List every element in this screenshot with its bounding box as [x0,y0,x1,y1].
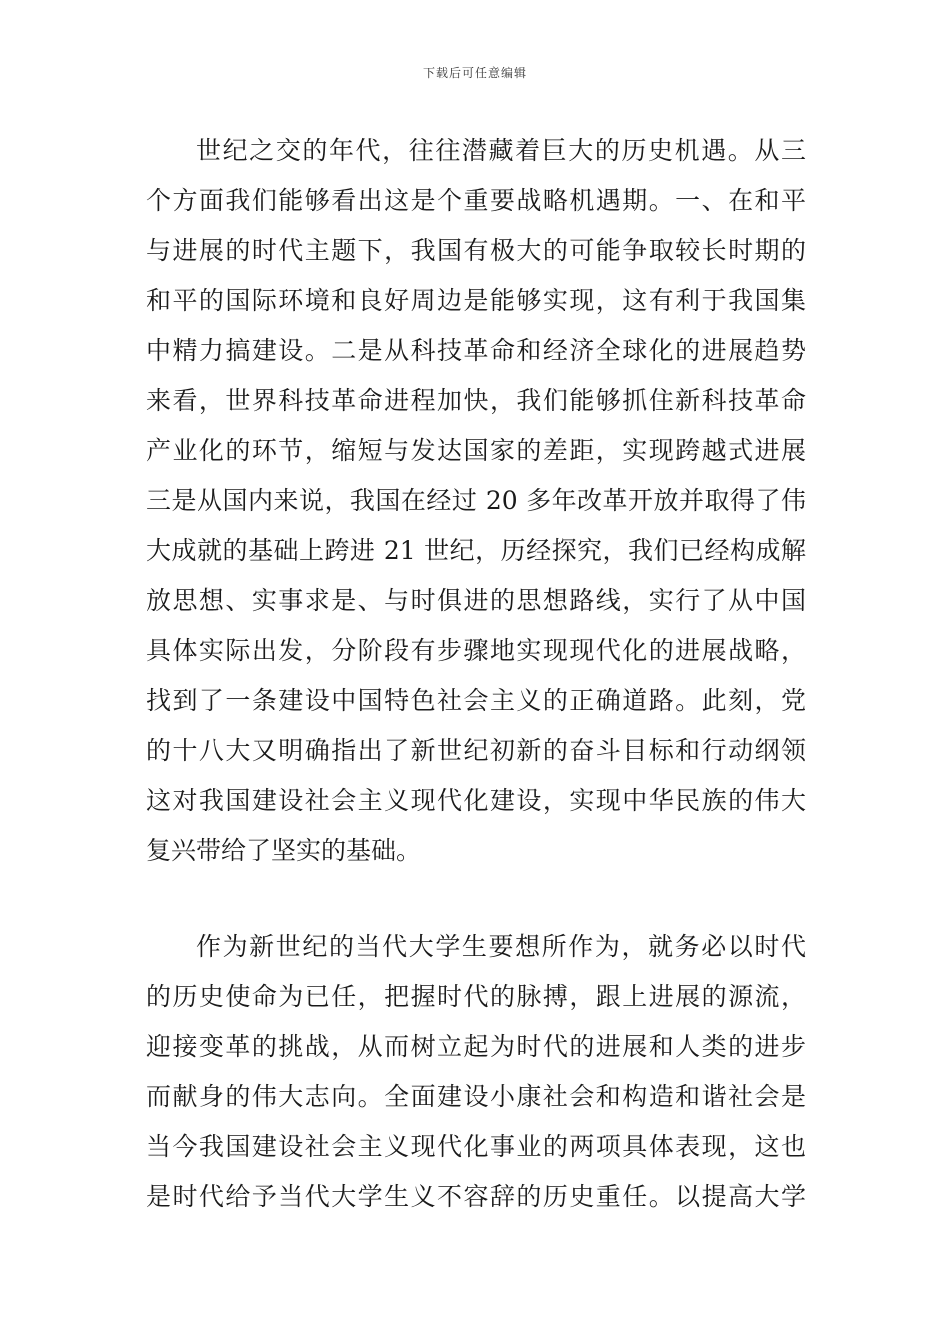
text-line: 而献身的伟大志向。全面建设小康社会和构造和谐社会是 [146,1082,806,1111]
text-line: 放思想、实事求是、与时俱进的思想路线，实行了从中国 [146,586,806,615]
text-line: 与进展的时代主题下，我国有极大的可能争取较长时期的 [146,236,806,265]
text-line: 作为新世纪的当代大学生要想所作为，就务必以时代 [196,932,806,961]
text-line: 个方面我们能够看出这是个重要战略机遇期。一、在和平 [146,186,806,215]
paragraph-2 [146,922,806,1222]
text-line: 是时代给予当代大学生义不容辞的历史重任。以提高大学 [146,1182,806,1211]
page-header: 下载后可任意编辑 [422,66,527,80]
text-line: 这对我国建设社会主义现代化建设，实现中华民族的伟大 [146,786,806,815]
text-line: 复兴带给了坚实的基础。 [146,836,422,865]
text-line: 来看，世界科技革命进程加快，我们能够抓住新科技革命 [146,386,806,415]
text-line: 产业化的环节，缩短与发达国家的差距，实现跨越式进展 [146,436,806,465]
text-line: 具体实际出发，分阶段有步骤地实现现代化的进展战略， [146,636,806,665]
text-line: 和平的国际环境和良好周边是能够实现，这有利于我国集 [146,286,806,315]
text-line: 大成就的基础上跨进 21 世纪，历经探究，我们已经构成解 [146,536,806,565]
text-line: 的十八大又明确指出了新世纪初新的奋斗目标和行动纲领 [146,736,806,765]
paragraph-1 [146,126,806,876]
text-line: 中精力搞建设。二是从科技革命和经济全球化的进展趋势 [146,336,806,365]
text-line: 的历史使命为已任，把握时代的脉搏，跟上进展的源流， [146,982,806,1011]
text-line: 迎接变革的挑战，从而树立起为时代的进展和人类的进步 [146,1032,806,1061]
text-line: 世纪之交的年代，往往潜藏着巨大的历史机遇。从三 [196,136,806,165]
text-line: 找到了一条建设中国特色社会主义的正确道路。此刻，党 [146,686,806,715]
text-line: 三是从国内来说，我国在经过 20 多年改革开放并取得了伟 [146,486,806,515]
text-line: 当今我国建设社会主义现代化事业的两项具体表现，这也 [146,1132,806,1161]
